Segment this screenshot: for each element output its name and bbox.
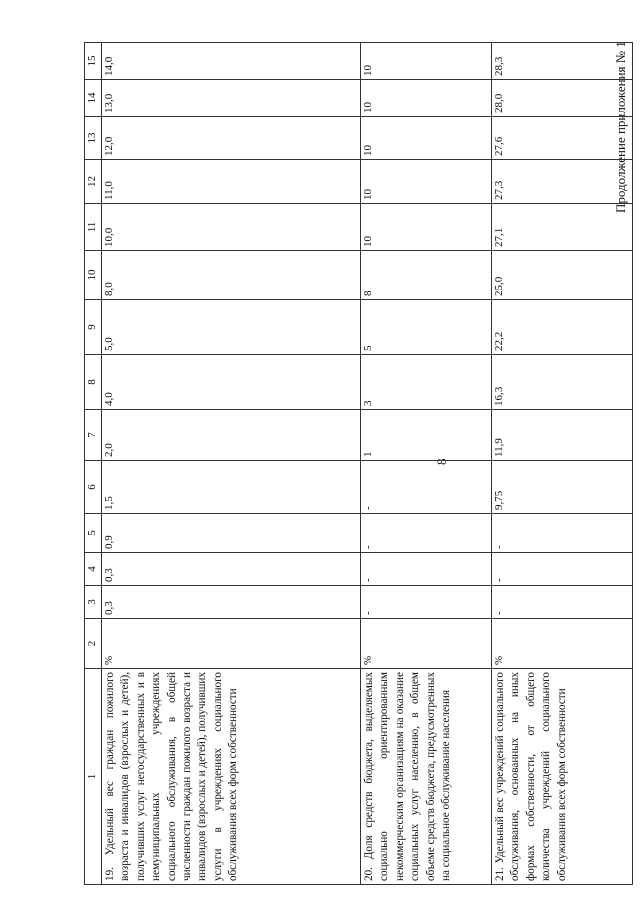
value-cell: 0,3	[102, 553, 361, 586]
indicator-table	[84, 42, 633, 885]
value-cell: 27,3	[492, 160, 633, 204]
value-cell: 4,0	[102, 355, 361, 410]
value-cell: 22,2	[492, 300, 633, 355]
header-cell: 2	[85, 619, 102, 669]
value-cell: 25,0	[492, 251, 633, 300]
value-cell: 10	[361, 160, 492, 204]
value-cell: 27,1	[492, 204, 633, 251]
header-cell: 9	[85, 300, 102, 355]
indicator-description: 19. Удельный вес граждан пожилого возраста и инвалидов (взрослых и детей), получивших услуг негосударственных и в немуниципальных учреждениях социального обслуживания, в общей численности граждан пожилого возраста и инвалидов (взрослых и детей), получивших услуги в учреждениях социального обслуживания всех форм собственности	[102, 669, 361, 885]
value-cell: 10	[361, 117, 492, 160]
value-cell: 5	[361, 300, 492, 355]
value-cell: 10	[361, 80, 492, 117]
table-row	[102, 43, 361, 885]
value-cell: 16,3	[492, 355, 633, 410]
indicator-description: 21. Удельный вес учреждений социального обслуживания, основанных на иных формах собственности, от общего количества учреждений социального обслуживания всех форм собственности	[492, 669, 633, 885]
indicator-description: 20. Доля средств бюджета, выделяемых социально ориентированным некоммерческим организациям на оказание социальных услуг населению, в общем объеме средств бюджета, предусмотренных на социальное обслуживание населения	[361, 669, 492, 885]
value-cell: 1,5	[102, 461, 361, 514]
header-cell: 15	[85, 43, 102, 80]
header-cell: 14	[85, 80, 102, 117]
value-cell: 0,9	[102, 514, 361, 553]
value-cell: 11,0	[102, 160, 361, 204]
value-cell: 8	[361, 251, 492, 300]
header-cell: 3	[85, 586, 102, 619]
value-cell: 1	[361, 410, 492, 461]
value-cell: 10	[361, 43, 492, 80]
value-cell: 9,75	[492, 461, 633, 514]
value-cell: -	[492, 514, 633, 553]
value-cell: 28,0	[492, 80, 633, 117]
value-cell: 8,0	[102, 251, 361, 300]
header-cell: 8	[85, 355, 102, 410]
header-cell: 7	[85, 410, 102, 461]
value-cell: 2,0	[102, 410, 361, 461]
value-cell: 10	[361, 204, 492, 251]
value-cell: -	[361, 586, 492, 619]
value-cell: 3	[361, 355, 492, 410]
value-cell: 13,0	[102, 80, 361, 117]
continuation-title: Продолжение приложения № 1	[613, 41, 628, 213]
header-cell: 10	[85, 251, 102, 300]
header-row	[85, 43, 102, 885]
value-cell: 14,0	[102, 43, 361, 80]
header-cell: 4	[85, 553, 102, 586]
value-cell: 0,3	[102, 586, 361, 619]
header-cell: 12	[85, 160, 102, 204]
value-cell: 27,6	[492, 117, 633, 160]
table-row	[361, 43, 492, 885]
value-cell: 5,0	[102, 300, 361, 355]
value-cell: -	[361, 553, 492, 586]
value-cell: 28,3	[492, 43, 633, 80]
value-cell: -	[492, 553, 633, 586]
value-cell: 11,9	[492, 410, 633, 461]
value-cell: 10,0	[102, 204, 361, 251]
value-cell: -	[492, 586, 633, 619]
page-number: 8	[434, 458, 449, 465]
value-cell: -	[361, 461, 492, 514]
header-cell: 5	[85, 514, 102, 553]
value-cell: -	[361, 514, 492, 553]
header-cell: 1	[85, 669, 102, 885]
header-cell: 6	[85, 461, 102, 514]
table-row	[492, 43, 633, 885]
unit-cell: %	[102, 619, 361, 669]
unit-cell: %	[361, 619, 492, 669]
header-cell: 11	[85, 204, 102, 251]
header-cell: 13	[85, 117, 102, 160]
value-cell: 12,0	[102, 117, 361, 160]
unit-cell: %	[492, 619, 633, 669]
